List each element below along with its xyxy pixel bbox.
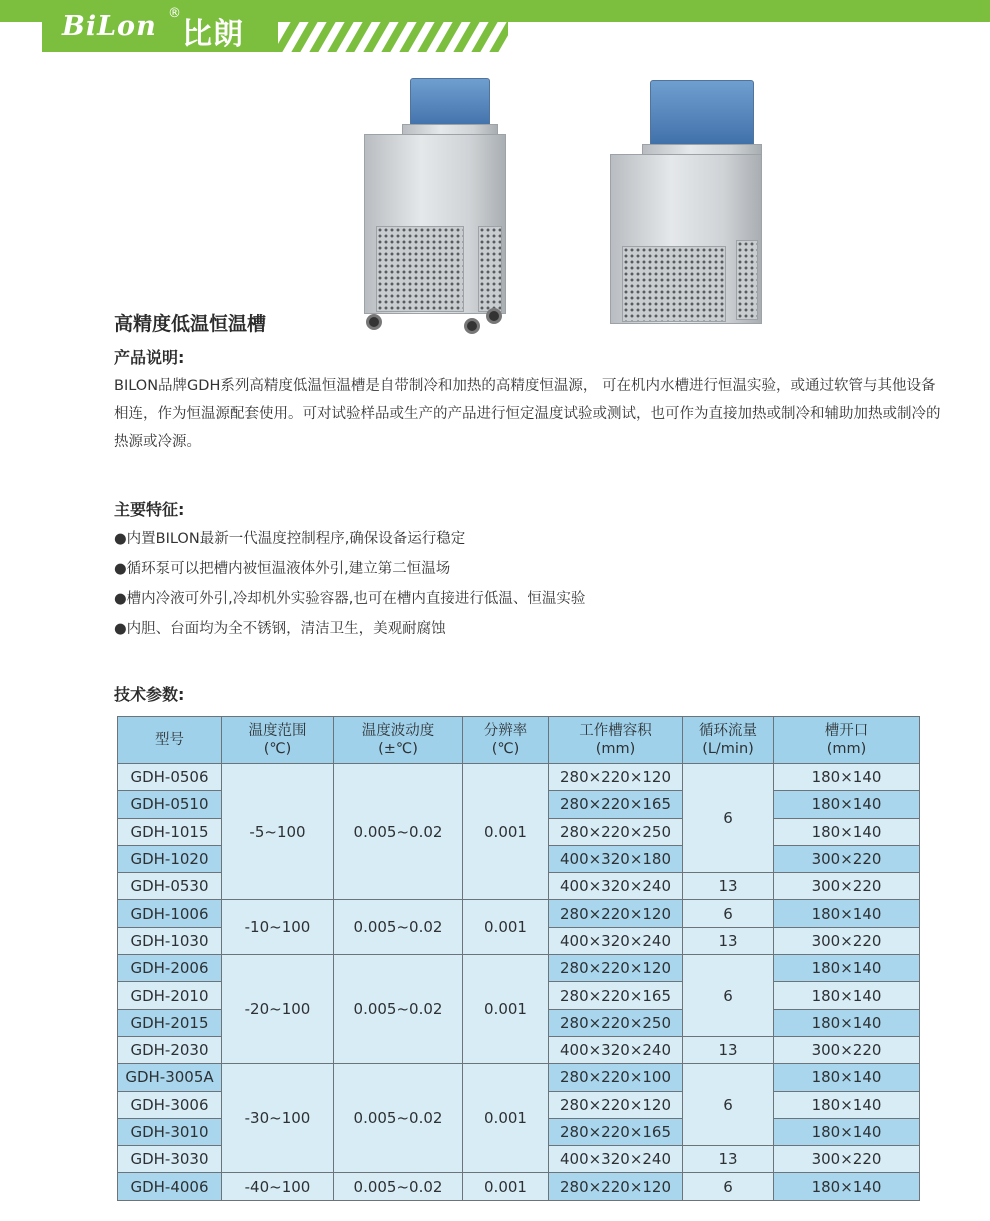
table-row bbox=[118, 955, 920, 982]
cell-model: GDH-2030 bbox=[118, 1036, 222, 1063]
product-title: 高精度低温恒温槽 bbox=[114, 313, 267, 335]
cell-fluctuation: 0.005~0.02 bbox=[334, 764, 463, 900]
cell-volume: 280×220×120 bbox=[549, 900, 683, 927]
header-resolution: 分辨率 (℃) bbox=[463, 717, 549, 764]
cell-fluctuation: 0.005~0.02 bbox=[334, 900, 463, 955]
cell-model: GDH-4006 bbox=[118, 1173, 222, 1200]
cell-temp-range: -5~100 bbox=[222, 764, 334, 900]
cell-model: GDH-0530 bbox=[118, 873, 222, 900]
cell-volume: 280×220×165 bbox=[549, 791, 683, 818]
feature-item: ●循环泵可以把槽内被恒温液体外引,建立第二恒温场 bbox=[114, 561, 451, 577]
logo-latin: BiLon bbox=[62, 11, 157, 42]
logo-cjk: 比朗 bbox=[182, 17, 244, 52]
specs-heading: 技术参数: bbox=[114, 685, 185, 704]
cell-opening: 300×220 bbox=[774, 845, 920, 872]
header-temp-range: 温度范围 (℃) bbox=[222, 717, 334, 764]
cell-flow: 6 bbox=[683, 900, 774, 927]
cell-volume: 280×220×120 bbox=[549, 1091, 683, 1118]
spec-table-header bbox=[118, 717, 920, 764]
table-row bbox=[118, 1173, 920, 1200]
cell-volume: 280×220×165 bbox=[549, 1118, 683, 1145]
cell-volume: 280×220×120 bbox=[549, 1173, 683, 1200]
product-image-right bbox=[608, 80, 774, 332]
cell-model: GDH-2006 bbox=[118, 955, 222, 982]
cell-resolution: 0.001 bbox=[463, 1064, 549, 1173]
cell-temp-range: -10~100 bbox=[222, 900, 334, 955]
cell-opening: 180×140 bbox=[774, 818, 920, 845]
cell-flow: 6 bbox=[683, 1173, 774, 1200]
cell-opening: 300×220 bbox=[774, 873, 920, 900]
cell-opening: 180×140 bbox=[774, 955, 920, 982]
feature-item: ●槽内冷液可外引,冷却机外实验容器,也可在槽内直接进行低温、恒温实验 bbox=[114, 591, 586, 607]
cell-model: GDH-2010 bbox=[118, 982, 222, 1009]
cell-model: GDH-3030 bbox=[118, 1146, 222, 1173]
cell-volume: 280×220×120 bbox=[549, 955, 683, 982]
description-text: BILON品牌GDH系列高精度低温恒温槽是自带制冷和加热的高精度恒温源， 可在机内水槽进行恒温实验，或通过软管与其他设备相连，作为恒温源配套使用。可对试验样品或生产的产品进行恒定温度试验或测试，也可作为直接加热或制冷和辅助加热或制冷的热源或冷源。 bbox=[114, 378, 941, 450]
cell-resolution: 0.001 bbox=[463, 955, 549, 1064]
cell-opening: 300×220 bbox=[774, 927, 920, 954]
cell-model: GDH-0506 bbox=[118, 764, 222, 791]
cell-flow: 6 bbox=[683, 1064, 774, 1146]
cell-model: GDH-1020 bbox=[118, 845, 222, 872]
cell-fluctuation: 0.005~0.02 bbox=[334, 1173, 463, 1200]
cell-volume: 400×320×180 bbox=[549, 845, 683, 872]
cell-resolution: 0.001 bbox=[463, 900, 549, 955]
cell-flow: 13 bbox=[683, 927, 774, 954]
header-opening: 槽开口 (mm) bbox=[774, 717, 920, 764]
cell-flow: 6 bbox=[683, 764, 774, 873]
header-volume: 工作槽容积 (mm) bbox=[549, 717, 683, 764]
cell-resolution: 0.001 bbox=[463, 1173, 549, 1200]
features-heading: 主要特征: bbox=[114, 500, 185, 519]
cell-volume: 280×220×250 bbox=[549, 818, 683, 845]
cell-volume: 400×320×240 bbox=[549, 1146, 683, 1173]
spec-table bbox=[117, 716, 920, 1201]
cell-volume: 400×320×240 bbox=[549, 873, 683, 900]
cell-opening: 300×220 bbox=[774, 1036, 920, 1063]
cell-model: GDH-1030 bbox=[118, 927, 222, 954]
header-stripes bbox=[278, 22, 508, 52]
feature-item: ●内胆、台面均为全不锈钢，清洁卫生，美观耐腐蚀 bbox=[114, 621, 446, 637]
cell-model: GDH-3006 bbox=[118, 1091, 222, 1118]
cell-fluctuation: 0.005~0.02 bbox=[334, 955, 463, 1064]
cell-flow: 13 bbox=[683, 873, 774, 900]
cell-temp-range: -40~100 bbox=[222, 1173, 334, 1200]
table-row bbox=[118, 900, 920, 927]
cell-resolution: 0.001 bbox=[463, 764, 549, 900]
table-row bbox=[118, 764, 920, 791]
cell-flow: 13 bbox=[683, 1146, 774, 1173]
cell-opening: 180×140 bbox=[774, 1091, 920, 1118]
cell-fluctuation: 0.005~0.02 bbox=[334, 1064, 463, 1173]
header-model: 型号 bbox=[118, 717, 222, 764]
cell-model: GDH-1015 bbox=[118, 818, 222, 845]
cell-model: GDH-1006 bbox=[118, 900, 222, 927]
cell-opening: 180×140 bbox=[774, 982, 920, 1009]
logo-registered-mark: ® bbox=[168, 6, 181, 21]
header-flow: 循环流量 (L/min) bbox=[683, 717, 774, 764]
cell-opening: 300×220 bbox=[774, 1146, 920, 1173]
cell-volume: 280×220×120 bbox=[549, 764, 683, 791]
cell-opening: 180×140 bbox=[774, 791, 920, 818]
cell-volume: 400×320×240 bbox=[549, 927, 683, 954]
features-list bbox=[114, 524, 585, 644]
cell-opening: 180×140 bbox=[774, 764, 920, 791]
feature-item: ●内置BILON最新一代温度控制程序,确保设备运行稳定 bbox=[114, 531, 466, 547]
cell-volume: 400×320×240 bbox=[549, 1036, 683, 1063]
cell-flow: 6 bbox=[683, 955, 774, 1037]
cell-temp-range: -20~100 bbox=[222, 955, 334, 1064]
cell-opening: 180×140 bbox=[774, 900, 920, 927]
header-fluctuation: 温度波动度 (±℃) bbox=[334, 717, 463, 764]
cell-flow: 13 bbox=[683, 1036, 774, 1063]
table-row bbox=[118, 1064, 920, 1091]
cell-opening: 180×140 bbox=[774, 1009, 920, 1036]
cell-opening: 180×140 bbox=[774, 1118, 920, 1145]
cell-opening: 180×140 bbox=[774, 1064, 920, 1091]
cell-volume: 280×220×165 bbox=[549, 982, 683, 1009]
description-heading: 产品说明: bbox=[114, 348, 185, 367]
cell-temp-range: -30~100 bbox=[222, 1064, 334, 1173]
cell-volume: 280×220×250 bbox=[549, 1009, 683, 1036]
cell-model: GDH-3010 bbox=[118, 1118, 222, 1145]
cell-model: GDH-3005A bbox=[118, 1064, 222, 1091]
cell-volume: 280×220×100 bbox=[549, 1064, 683, 1091]
cell-model: GDH-0510 bbox=[118, 791, 222, 818]
cell-opening: 180×140 bbox=[774, 1173, 920, 1200]
product-image-left bbox=[360, 78, 520, 338]
cell-model: GDH-2015 bbox=[118, 1009, 222, 1036]
